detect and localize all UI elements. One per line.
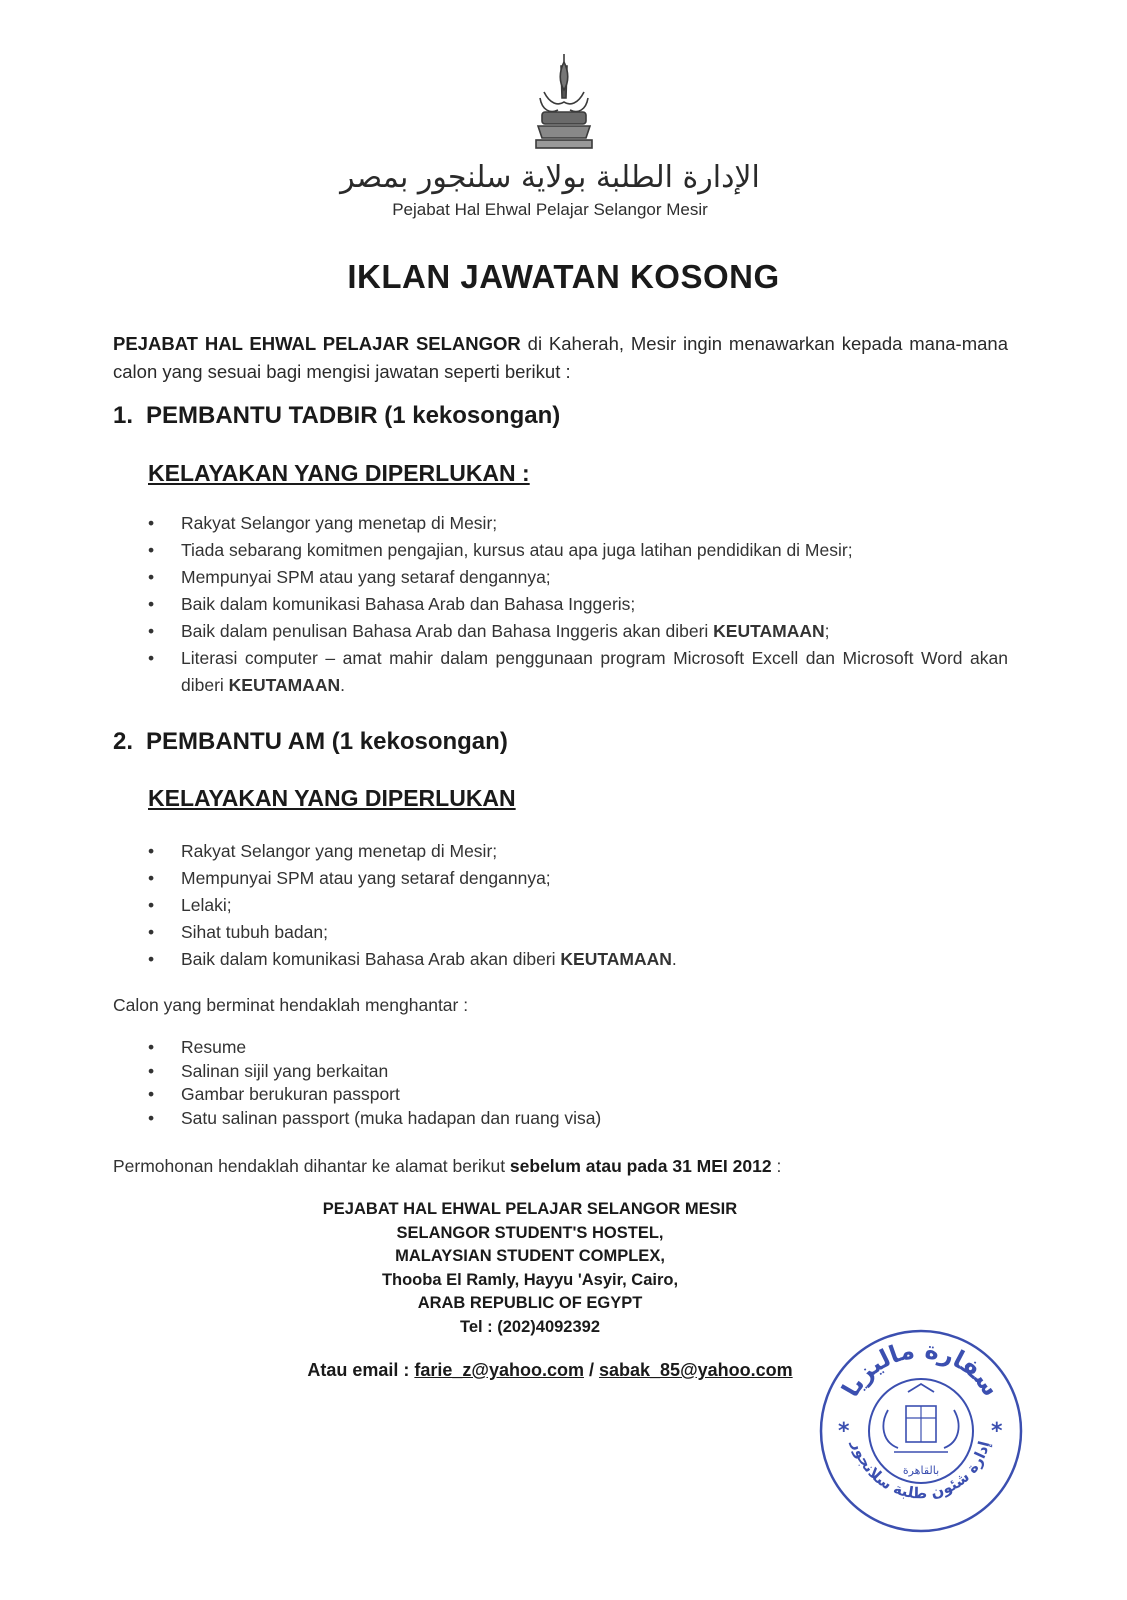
list-item: • Baik dalam penulisan Bahasa Arab dan Bahasa Inggeris akan diberi KEUTAMAAN; (148, 621, 830, 641)
list-item: • Baik dalam komunikasi Bahasa Arab akan diberi KEUTAMAAN. (148, 949, 677, 969)
documents-list (148, 1036, 1008, 1130)
documents-intro: Calon yang berminat hendaklah menghantar : (113, 995, 469, 1015)
address-line: PEJABAT HAL EHWAL PELAJAR SELANGOR MESIR (322, 1200, 738, 1218)
list-item: • Salinan sijil yang berkaitan (148, 1060, 389, 1081)
address-line: ARAB REPUBLIC OF EGYPT (417, 1294, 643, 1312)
address-block (240, 1198, 820, 1339)
position-1-heading (113, 402, 560, 430)
intro-text: di Kaherah, Mesir ingin menawarkan kepada mana-mana calon yang sesuai bagi mengisi jawatan seperti berikut : (113, 333, 1008, 382)
email-link-1[interactable]: farie_z@yahoo.com (414, 1360, 584, 1380)
list-item: • Tiada sebarang komitmen pengajian, kursus atau apa juga latihan pendidikan di Mesir; (148, 540, 853, 560)
position-1-number: 1. (113, 402, 134, 429)
list-item: • Lelaki; (148, 895, 232, 915)
list-item: • Satu salinan passport (muka hadapan dan ruang visa) (148, 1107, 602, 1128)
svg-text:سفارة ماليزيا (836, 1336, 1005, 1402)
svg-text:*: * (991, 1419, 1003, 1444)
email-link-2[interactable]: sabak_85@yahoo.com (599, 1360, 793, 1380)
letterhead-arabic: الإدارة الطلبة بولاية سلنجور بمصر (340, 160, 760, 195)
position-1-requirements (148, 510, 1008, 699)
position-2-number: 2. (113, 728, 134, 755)
intro-paragraph (113, 330, 1008, 386)
list-item: • Mempunyai SPM atau yang setaraf dengannya; (148, 868, 551, 888)
address-line: Tel : (202)4092392 (459, 1317, 601, 1336)
position-2-heading (113, 728, 508, 756)
intro-org: PEJABAT HAL EHWAL PELAJAR SELANGOR (113, 333, 521, 354)
address-line: SELANGOR STUDENT'S HOSTEL, (396, 1223, 664, 1242)
page-title: IKLAN JAWATAN KOSONG (347, 258, 780, 295)
position-2-qualification-heading: KELAYAKAN YANG DIPERLUKAN (148, 785, 516, 811)
list-item: • Mempunyai SPM atau yang setaraf dengannya; (148, 567, 551, 587)
address-line: MALAYSIAN STUDENT COMPLEX, (395, 1247, 665, 1265)
position-1-qualification-heading: KELAYAKAN YANG DIPERLUKAN : (148, 460, 530, 486)
svg-text:*: * (838, 1419, 850, 1444)
list-item: • Baik dalam komunikasi Bahasa Arab dan Bahasa Inggeris; (148, 594, 636, 614)
list-item: • Sihat tubuh badan; (148, 922, 328, 942)
position-2-title: PEMBANTU AM (1 kekosongan) (146, 728, 508, 755)
list-item: • Resume (148, 1037, 247, 1057)
stamp-top-text: سفارة ماليزيا (836, 1335, 1006, 1402)
list-item: • Rakyat Selangor yang menetap di Mesir; (148, 513, 498, 533)
position-1-title: PEMBANTU TADBIR (1 kekosongan) (146, 402, 561, 429)
list-item: • Literasi computer – amat mahir dalam penggunaan program Microsoft Excell dan Microsoft Word akan diberi KEUTAMAAN. (148, 648, 1008, 695)
stamp-center-text: بالقاهرة (902, 1464, 940, 1477)
deadline-date: sebelum atau pada 31 MEI 2012 (509, 1156, 772, 1176)
position-2-requirements (148, 838, 1008, 973)
embassy-stamp-icon (818, 1328, 1024, 1534)
email-line: Atau email : farie_z@yahoo.com / sabak_85@yahoo.com (307, 1360, 793, 1380)
selangor-crest-icon (528, 52, 600, 152)
list-item: • Gambar berukuran passport (148, 1084, 400, 1104)
address-line: Thooba El Ramly, Hayyu 'Asyir, Cairo, (381, 1270, 679, 1289)
stamp-bottom-text: إدارة شئون طلبة سلانجور (848, 1438, 994, 1503)
deadline-paragraph: Permohonan hendaklah dihantar ke alamat berikut sebelum atau pada 31 MEI 2012 : (113, 1156, 782, 1176)
list-item: • Rakyat Selangor yang menetap di Mesir; (148, 841, 498, 861)
letterhead-office-name: Pejabat Hal Ehwal Pelajar Selangor Mesir (392, 200, 708, 219)
